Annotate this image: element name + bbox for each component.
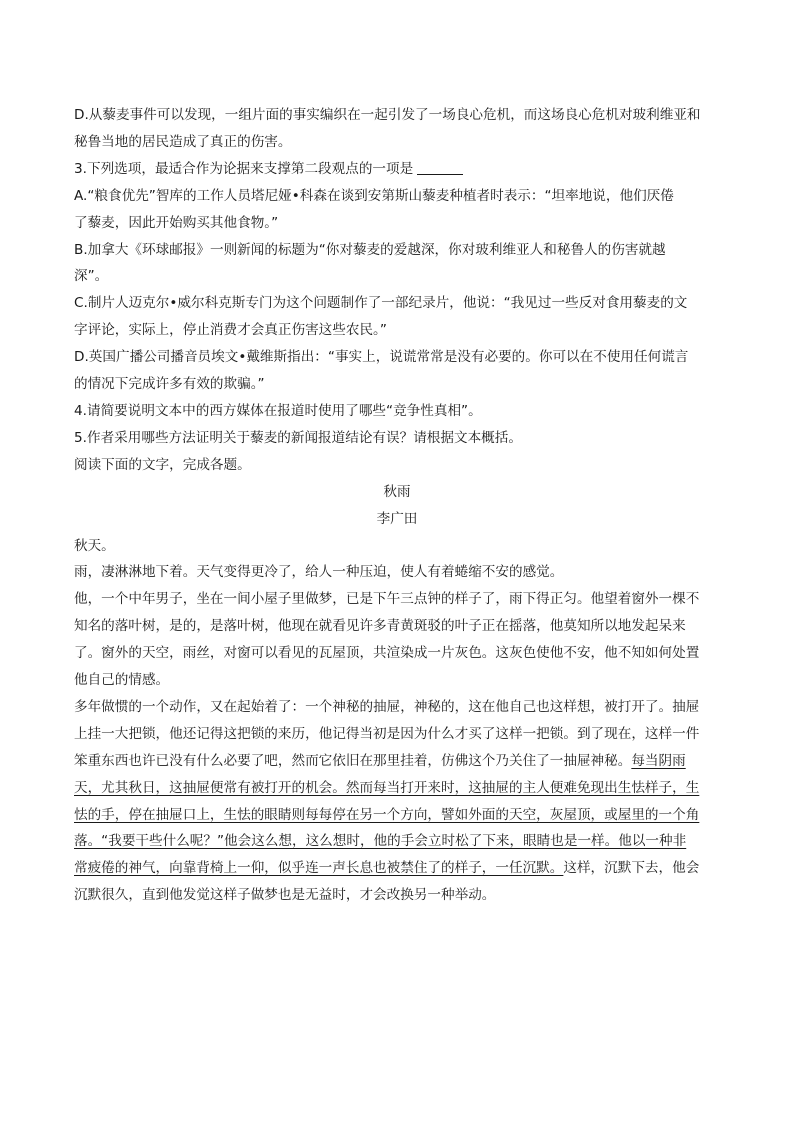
reading-instruction: 阅读下面的文字，完成各题。 [74, 456, 251, 473]
paragraph-line: 雨，凄淋淋地下着。天气变得更冷了，给人一种压迫，使人有着蜷缩不安的感觉。 [74, 564, 564, 581]
underlined-line: 怯的手，停在抽屉口上，生怯的眼睛则每每停在另一个方向，譬如外面的天空，灰屋顶，或屋里的一个角 [74, 806, 700, 823]
underlined-text: 常疲倦的神气，向靠背椅上一仰，似乎连一声长息也被禁住了的样子，一任沉默。 [74, 860, 564, 877]
option-d2-line-1: D.英国广播公司播音员埃文•戴维斯指出：“事实上，说谎常常是没有必要的。你可以在不使用任何谎言 [74, 349, 689, 366]
underlined-text: 每当阴雨 [631, 752, 686, 769]
paragraph-line: 沉默很久，直到他发觉这样子做梦也是无益时，才会改换另一种举动。 [74, 887, 496, 904]
article-title: 秋雨 [383, 483, 411, 500]
option-d-line-1: D.从藜麦事件可以发现，一组片面的事实编织在一起引发了一场良心危机，而这场良心危机对玻利维亚和 [74, 107, 701, 123]
paragraph-line: 他，一个中年男子，坐在一间小屋子里做梦，已是下午三点钟的样子了，雨下得正匀。他望着窗外一棵不 [74, 591, 700, 608]
option-c-line-1: C.制片人迈克尔•威尔科克斯专门为这个问题制作了一部纪录片，他说：“我见过一些反对食用藜麦的文 [74, 295, 688, 312]
paragraph-line-mixed [74, 748, 720, 775]
option-a-line-1: A.“粮食优先”智库的工作人员塔尼娅•科森在谈到安第斯山藜麦种植者时表示：“坦率地说，他们厌倦 [74, 187, 674, 204]
paragraph-line: 了。窗外的天空，雨丝，对窗可以看见的瓦屋顶，共渲染成一片灰色。这灰色使他不安，他不知如何处置 [74, 645, 700, 662]
paragraph-line: 多年做惯的一个动作，又在起始着了：一个神秘的抽屉，神秘的，这在他自己也这样想，被打开了。抽屉 [74, 698, 700, 715]
underlined-line: 落。“我要干些什么呢？”他会这么想，这么想时，他的手会立时松了下来，眼睛也是一样。他以一种非 [74, 833, 687, 850]
question-5: 5.作者采用哪些方法证明关于藜麦的新闻报道结论有误？请根据文本概括。 [74, 429, 522, 446]
option-b-line-1: B.加拿大《环球邮报》一则新闻的标题为“你对藜麦的爱越深，你对玻利维亚人和秘鲁人的伤害就越 [74, 241, 666, 258]
option-b-line-2: 深”。 [74, 268, 109, 285]
answer-blank [417, 160, 463, 175]
plain-text: 这样，沉默下去，他会 [563, 860, 700, 877]
paragraph-line: 知名的落叶树，是的，是落叶树，他现在就看见许多青黄斑驳的叶子正在摇落，他莫知所以地发起呆来 [74, 618, 686, 635]
paragraph-line-mixed [74, 855, 720, 882]
paragraph-line: 秋天。 [74, 537, 115, 554]
underlined-line: 天，尤其秋日，这抽屉便常有被打开的机会。然而每当打开来时，这抽屉的主人便难免现出生怯样子，生 [74, 779, 700, 796]
paragraph-line: 他自己的情感。 [74, 672, 170, 689]
question-3 [74, 156, 720, 183]
question-4: 4.请简要说明文本中的西方媒体在报道时使用了哪些“竞争性真相”。 [74, 402, 482, 419]
document-page [74, 102, 720, 909]
question-3-text: 3.下列选项，最适合作为论据来支撑第二段观点的一项是 [74, 160, 414, 177]
article-author: 李广田 [376, 510, 418, 527]
plain-text: 笨重东西也许已没有什么必要了吧，然而它依旧在那里挂着，仿佛这个乃关住了一抽屉神秘。 [74, 752, 632, 769]
option-d-line-2: 秘鲁当地的居民造成了真正的伤害。 [74, 133, 292, 150]
paragraph-line: 上挂一大把锁，他还记得这把锁的来历，他记得当初是因为什么才买了这样一把锁。到了现在，这样一件 [74, 725, 700, 742]
option-a-line-2: 了藜麦，因此开始购买其他食物。” [74, 214, 279, 231]
option-d2-line-2: 的情况下完成许多有效的欺骗。” [74, 376, 265, 393]
option-c-line-2: 字评论，实际上，停止消费才会真正伤害这些农民。” [74, 322, 387, 339]
